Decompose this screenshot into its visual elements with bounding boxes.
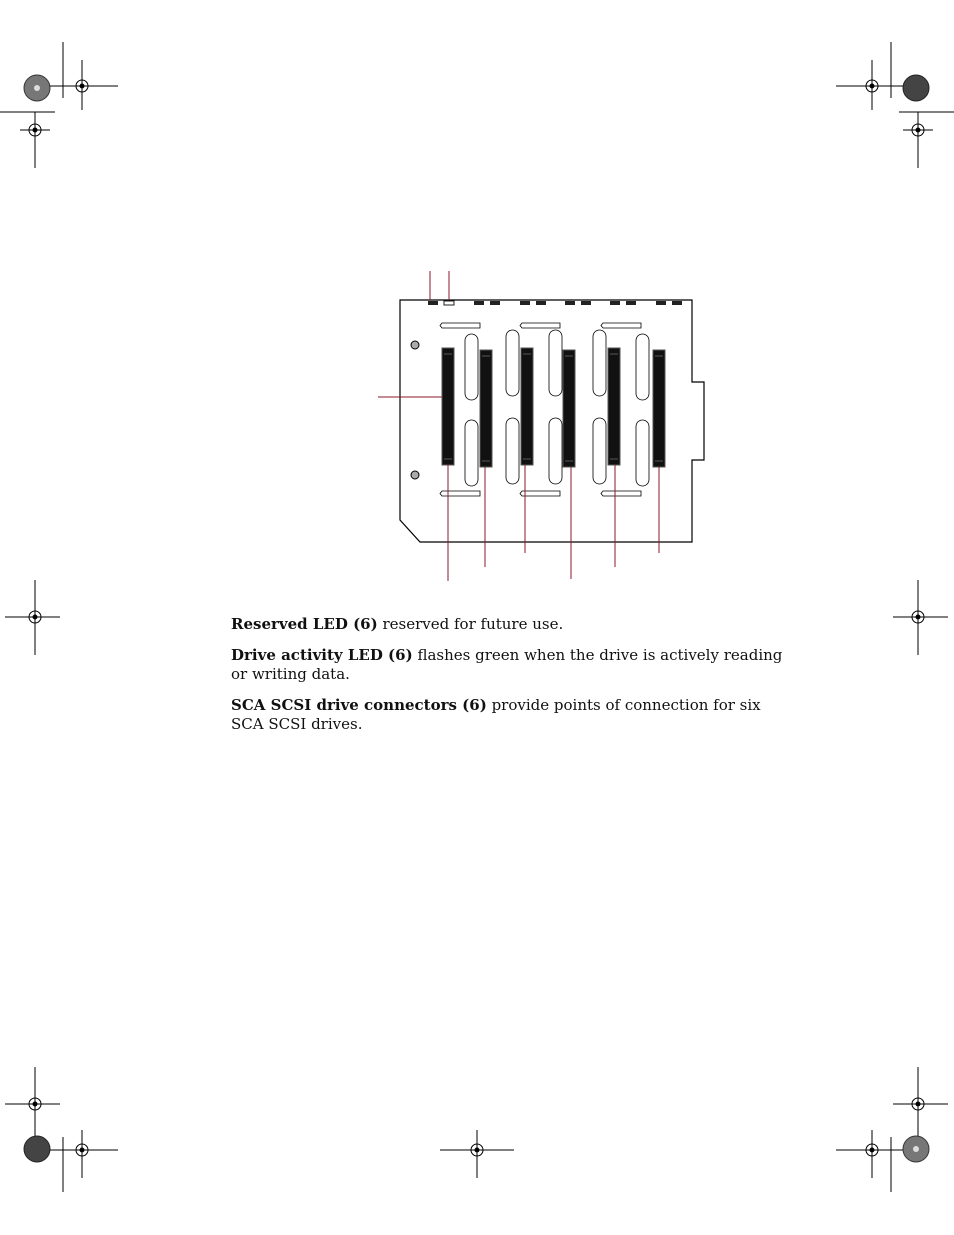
reserved-led	[428, 301, 438, 305]
color-wheel-top-right	[903, 75, 929, 101]
drive-activity-led	[536, 301, 546, 305]
sca-scsi-connector	[480, 350, 492, 467]
term-drive-activity-led: Drive activity LED (6)	[231, 646, 413, 664]
desc-sca-scsi-connectors: provide points of connection for six SCA SCSI drives.	[231, 696, 761, 733]
mounting-hole	[411, 471, 419, 479]
drive-activity-led	[626, 301, 636, 305]
paragraph-drive-activity-led	[231, 646, 791, 684]
drive-activity-led	[672, 301, 682, 305]
desc-reserved-led: reserved for future use.	[377, 615, 564, 633]
tab-connectors-top	[440, 323, 641, 328]
backplane-diagram	[370, 262, 710, 584]
paragraph-sca-scsi-connectors	[231, 696, 791, 734]
desc-drive-activity-led: flashes green when the drive is actively reading or writing data.	[231, 646, 783, 683]
drive-activity-led	[490, 301, 500, 305]
term-sca-scsi-connectors: SCA SCSI drive connectors (6)	[231, 696, 487, 714]
sca-scsi-connector	[521, 348, 533, 465]
reserved-led	[565, 301, 575, 305]
color-wheel-bottom-left	[24, 1136, 50, 1162]
sca-scsi-connector	[563, 350, 575, 467]
reserved-led	[656, 301, 666, 305]
sca-scsi-connector	[442, 348, 454, 465]
reserved-led	[474, 301, 484, 305]
mounting-hole	[411, 341, 419, 349]
drive-activity-led	[444, 301, 454, 305]
drive-activity-led	[581, 301, 591, 305]
sca-scsi-connector	[653, 350, 665, 467]
sca-scsi-connector	[608, 348, 620, 465]
paragraph-reserved-led	[231, 615, 791, 634]
reserved-led	[610, 301, 620, 305]
reserved-led	[520, 301, 530, 305]
term-reserved-led: Reserved LED (6)	[231, 615, 378, 633]
tab-connectors-bottom	[440, 491, 641, 496]
